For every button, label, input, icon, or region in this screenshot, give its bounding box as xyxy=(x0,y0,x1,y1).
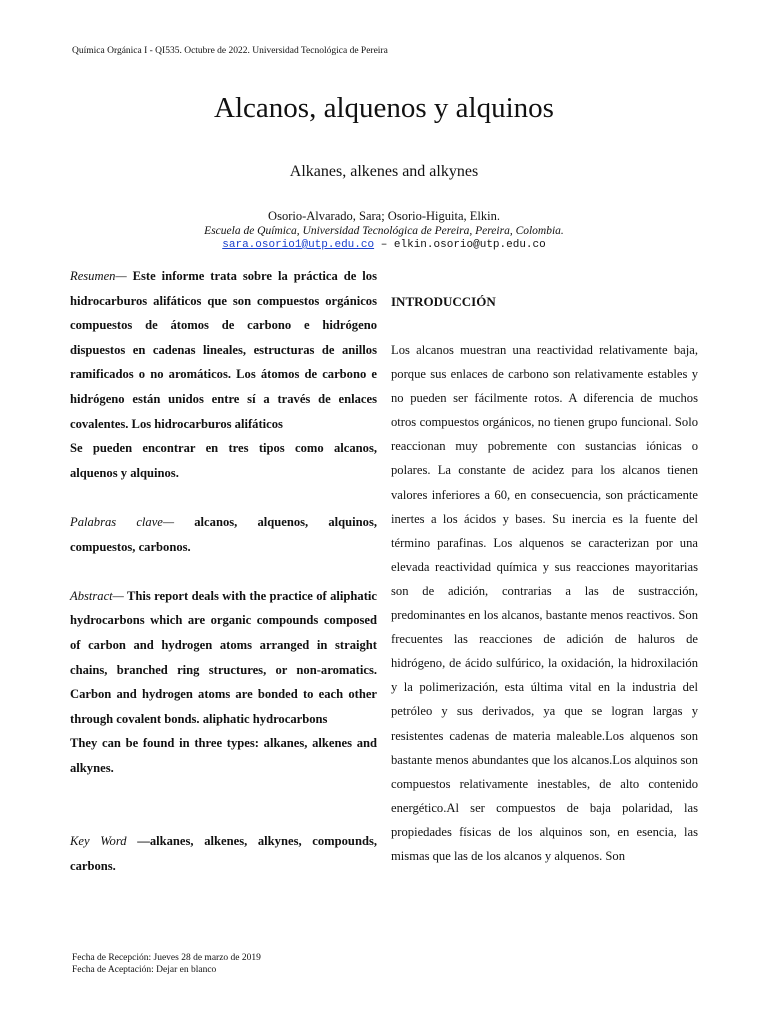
key-word-label: Key Word xyxy=(70,834,127,849)
section-heading-introduccion: INTRODUCCIÓN xyxy=(391,294,496,309)
introduccion-body: Los alcanos muestran una reactividad relativamente baja, porque sus enlaces de carbono son relativamente estables y no pueden ser fácilmente rotos. A diferencia de muchos otros compuestos orgánicos, no tienen grupo funcional. Solo reaccionan muy pobremente con sustancias iónicas o polares. La constante de acidez para los alcanos tienen valores inferiores a 60, en consecuencia, son prácticamente inertes a los ácidos y bases. Su inercia es la fuente del término parafinas. Los alquenos se caracterizan por una elevada reactividad química y sus reacciones mayoritarias son de adición, contrarias a las de sustracción, predominantes en los alcanos, bastante menos reactivos. Son frecuentes las reacciones de adición de haluros de hidrógeno, de ácido sulfúrico, la oxidación, la hidroxilación y la polimerización, esta última vital en la industria del petróleo y sus derivados, ya que se logran largas y resistentes cadenas de materia maleable.Los alquenos son bastante menos abundantes que los alcanos.Los alquinos son compuestos relativamente inestables, de alto contenido energético.Al ser compuestos de baja polaridad, las propiedades físicas de los alquinos son, en esencia, las mismas que las de los alcanos y alquenos. Son xyxy=(391,343,698,863)
abstract-paragraph-2: They can be found in three types: alkanes, alkenes and alkynes. xyxy=(70,736,377,775)
authors: Osorio-Alvarado, Sara; Osorio-Higuita, Elkin. xyxy=(268,209,500,223)
email-elkin: elkin.osorio@utp.edu.co xyxy=(393,239,546,251)
affiliation: Escuela de Química, Universidad Tecnológica de Pereira, Pereira, Colombia. xyxy=(204,225,564,237)
email-link-sara[interactable]: sara.osorio1@utp.edu.co xyxy=(222,239,375,251)
running-head: Química Orgánica I - QI535. Octubre de 2022. Universidad Tecnológica de Pereira xyxy=(72,46,388,56)
resumen-text: Este informe trata sobre la práctica de los hidrocarburos alifáticos que son compuestos orgánicos compuestos de átomos de carbono e hidrógeno dispuestos en cadenas lineales, estructuras de anillos ramificados o no aromáticos. Los átomos de carbono e hidrógeno están unidos entre sí a través de enlaces covalentes. Los hidrocarburos alifáticos xyxy=(70,269,377,431)
emails xyxy=(0,239,768,251)
left-column xyxy=(70,264,377,879)
abstract-text: This report deals with the practice of aliphatic hydrocarbons which are organic compounds composed of carbon and hydrogen atoms arranged in straight chains, branched ring structures, or non-aromatics. Carbon and hydrogen atoms are bonded to each other through covalent bonds. aliphatic hydrocarbons xyxy=(70,588,377,726)
paper-title: Alcanos, alquenos y alquinos xyxy=(214,92,554,124)
fecha-recepcion: Fecha de Recepción: Jueves 28 de marzo de 2019 xyxy=(72,953,261,963)
palabras-clave-text: alcanos, alquenos, alquinos, compuestos, carbonos. xyxy=(70,514,377,554)
palabras-clave-label: Palabras clave— xyxy=(70,514,175,529)
fecha-aceptacion: Fecha de Aceptación: Dejar en blanco xyxy=(72,964,217,975)
right-column xyxy=(391,290,698,868)
palabras-clave-paragraph xyxy=(70,510,377,559)
email-separator: – xyxy=(374,239,394,251)
key-word-paragraph xyxy=(70,829,377,878)
abstract-label: Abstract— xyxy=(70,588,124,603)
footer-dates xyxy=(72,953,261,976)
resumen-label: Resumen— xyxy=(70,269,127,283)
resumen-paragraph-2: Se pueden encontrar en tres tipos como alcanos, alquenos y alquinos. xyxy=(70,441,377,480)
paper-subtitle: Alkanes, alkenes and alkynes xyxy=(289,163,479,180)
key-word-text: —alkanes, alkenes, alkynes, compounds, carbons. xyxy=(70,834,377,874)
resumen-paragraph xyxy=(70,264,377,436)
abstract-paragraph xyxy=(70,584,377,732)
